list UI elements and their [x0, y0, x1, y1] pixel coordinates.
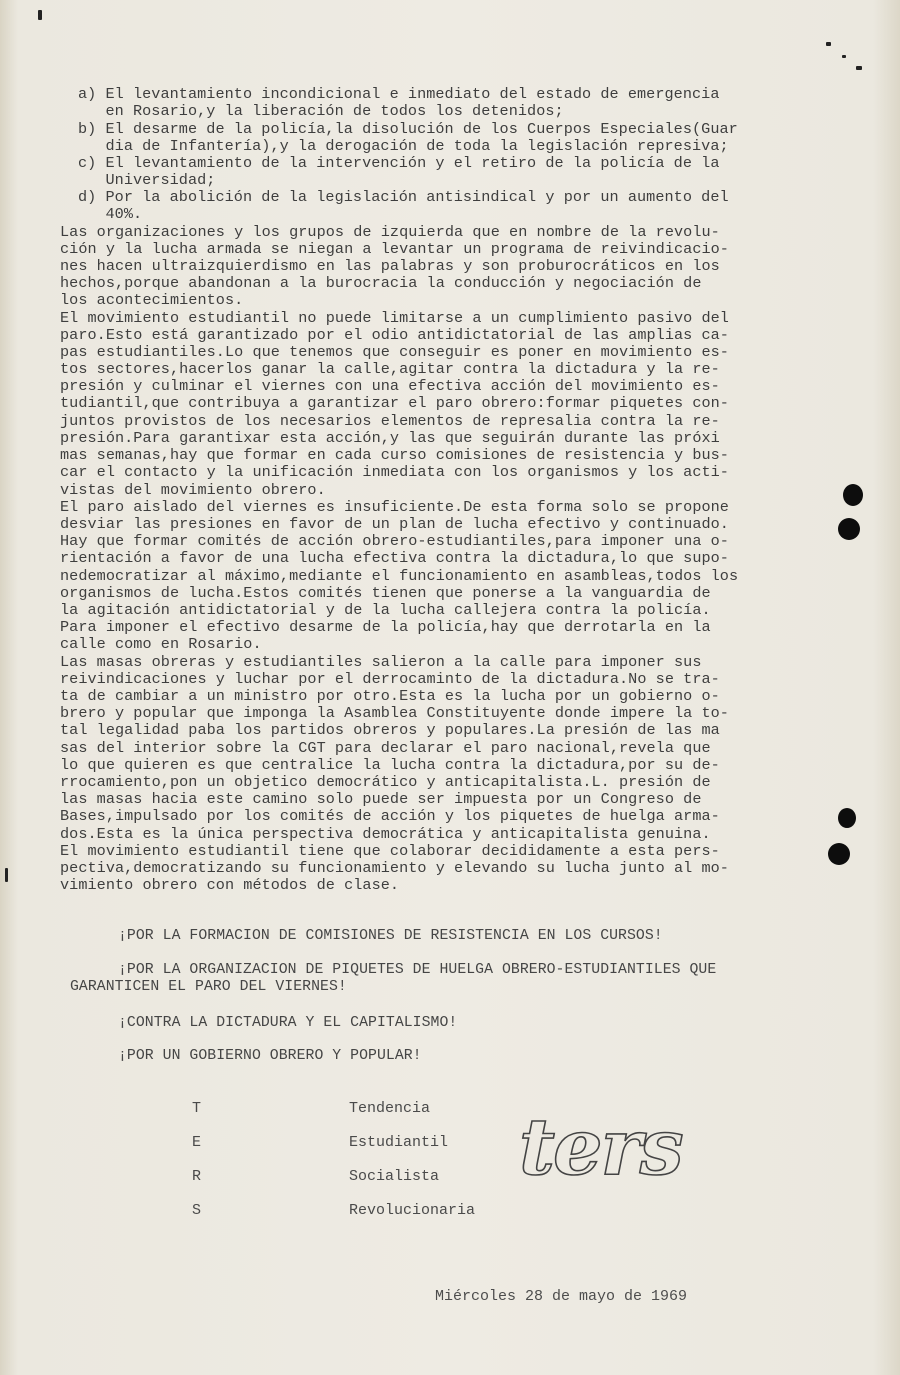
text-line: pas estudiantiles.Lo que tenemos que conseguir es poner en movimiento es-: [60, 343, 729, 361]
text-line: juntos provistos de los necesarios elementos de represalia contra la re-: [60, 412, 720, 430]
text-line: mas semanas,hay que formar en cada curso comisiones de resistencia y bus-: [60, 446, 729, 464]
svg-text:ters: ters: [519, 1108, 682, 1188]
text-line: hechos,porque abandonan a la burocracia la conducción y negociación de: [60, 274, 702, 292]
text-line: los acontecimientos.: [60, 291, 244, 309]
text-line: b) El desarme de la policía,la disolución de los Cuerpos Especiales(Guar: [78, 120, 738, 138]
punch-hole: [838, 518, 860, 540]
acronym-letter-e: E: [192, 1134, 202, 1151]
slogan-line: ¡CONTRA LA DICTADURA Y EL CAPITALISMO!: [118, 1015, 458, 1031]
punch-hole: [828, 843, 850, 865]
ink-speck: [842, 55, 846, 58]
text-line: tos sectores,hacerlos ganar la calle,agitar contra la dictadura y la re-: [60, 360, 720, 378]
slogan-line: ¡POR LA ORGANIZACION DE PIQUETES DE HUELGA OBRERO-ESTUDIANTILES QUE: [118, 962, 717, 978]
acronym-word-revolucionaria: Revolucionaria: [349, 1202, 476, 1219]
punch-hole: [838, 808, 856, 828]
text-line: desviar las presiones en favor de un plan de lucha efectivo y continuado.: [60, 515, 729, 533]
text-line: calle como en Rosario.: [60, 635, 262, 653]
text-line: Las masas obreras y estudiantiles salieron a la calle para imponer sus: [60, 653, 702, 671]
text-line: Para imponer el efectivo desarme de la policía,hay que derrotarla en la: [60, 618, 711, 636]
ink-speck: [826, 42, 831, 46]
text-line: las masas hacia este camino solo puede ser impuesta por un Congreso de: [60, 790, 702, 808]
text-line: tudiantil,que contribuya a garantizar el paro obrero:formar piquetes con-: [60, 394, 729, 412]
text-line: Universidad;: [78, 171, 216, 189]
ink-speck: [5, 868, 8, 882]
text-line: vistas del movimiento obrero.: [60, 481, 326, 499]
acronym-letter-t: T: [192, 1100, 202, 1117]
text-line: car el contacto y la unificación inmediata con los organismos y los acti-: [60, 463, 729, 481]
text-line: rientación a favor de una lucha efectiva contra la dictadura,lo que supo-: [60, 549, 729, 567]
text-line: organismos de lucha.Estos comités tienen que ponerse a la vanguardia de: [60, 584, 711, 602]
text-line: la agitación antidictatorial y de la lucha callejera contra la policía.: [60, 601, 711, 619]
text-line: paro.Esto está garantizado por el odio antidictatorial de las amplias ca-: [60, 326, 729, 344]
punch-hole: [843, 484, 863, 506]
text-line: Bases,impulsado por los comités de acción y los piquetes de huelga arma-: [60, 807, 720, 825]
acronym-letter-r: R: [192, 1168, 202, 1185]
text-line: lo que quieren es que centralice la lucha contra la dictadura,por su de-: [60, 756, 720, 774]
text-line: rrocamiento,pon un objetico democrático y anticapitalista.L. presión de: [60, 773, 711, 791]
text-line: pectiva,democratizando su funcionamiento y elevando su lucha junto al mo-: [60, 859, 729, 877]
text-line: 40%.: [78, 205, 143, 223]
text-line: nedemocratizar al máximo,mediante el funcionamiento en asambleas,todos los: [60, 567, 739, 585]
text-line: El movimiento estudiantil no puede limitarse a un cumplimiento pasivo del: [60, 309, 729, 327]
text-line: dos.Esta es la única perspectiva democrática y anticapitalista genuina.: [60, 825, 711, 843]
slogan-line: ¡POR UN GOBIERNO OBRERO Y POPULAR!: [118, 1048, 422, 1064]
text-line: vimiento obrero con métodos de clase.: [60, 876, 400, 894]
acronym-letter-s: S: [192, 1202, 202, 1219]
text-line: presión y culminar el viernes con una efectiva acción del movimiento es-: [60, 377, 720, 395]
acronym-word-socialista: Socialista: [349, 1168, 440, 1185]
text-line: El paro aislado del viernes es insuficiente.De esta forma solo se propone: [60, 498, 729, 516]
ink-speck: [856, 66, 862, 70]
text-line: reivindicaciones y luchar por el derrocaminto de la dictadura.No se tra-: [60, 670, 720, 688]
text-line: c) El levantamiento de la intervención y el retiro de la policía de la: [78, 154, 720, 172]
text-line: en Rosario,y la liberación de todos los detenidos;: [78, 102, 564, 120]
acronym-word-estudiantil: Estudiantil: [349, 1134, 449, 1151]
slogan-line: GARANTICEN EL PARO DEL VIERNES!: [70, 979, 347, 995]
slogan-line: ¡POR LA FORMACION DE COMISIONES DE RESISTENCIA EN LOS CURSOS!: [118, 928, 663, 944]
text-line: El movimiento estudiantil tiene que colaborar decididamente a esta pers-: [60, 842, 720, 860]
ink-speck: [38, 10, 42, 20]
text-line: brero y popular que imponga la Asamblea Constituyente donde impere la to-: [60, 704, 729, 722]
document-date: Miércoles 28 de mayo de 1969: [435, 1288, 688, 1305]
text-line: d) Por la abolición de la legislación antisindical y por un aumento del: [78, 188, 729, 206]
text-line: Las organizaciones y los grupos de izquierda que en nombre de la revolu-: [60, 223, 720, 241]
ters-logo: [515, 1108, 715, 1188]
text-line: nes hacen ultraizquierdismo en las palabras y son proburocráticos en los: [60, 257, 720, 275]
text-line: presión.Para garantixar esta acción,y las que seguirán durante las próxi: [60, 429, 720, 447]
text-line: a) El levantamiento incondicional e inmediato del estado de emergencia: [78, 85, 720, 103]
text-line: ción y la lucha armada se niegan a levantar un programa de reivindicacio-: [60, 240, 729, 258]
text-line: tal legalidad paba los partidos obreros y populares.La presión de las ma: [60, 721, 720, 739]
acronym-word-tendencia: Tendencia: [349, 1100, 431, 1117]
text-line: dia de Infantería),y la derogación de toda la legislación represiva;: [78, 137, 729, 155]
text-line: Hay que formar comités de acción obrero-estudiantiles,para imponer una o-: [60, 532, 729, 550]
text-line: sas del interior sobre la CGT para declarar el paro nacional,revela que: [60, 739, 711, 757]
text-line: ta de cambiar a un ministro por otro.Esta es la lucha por un gobierno o-: [60, 687, 720, 705]
